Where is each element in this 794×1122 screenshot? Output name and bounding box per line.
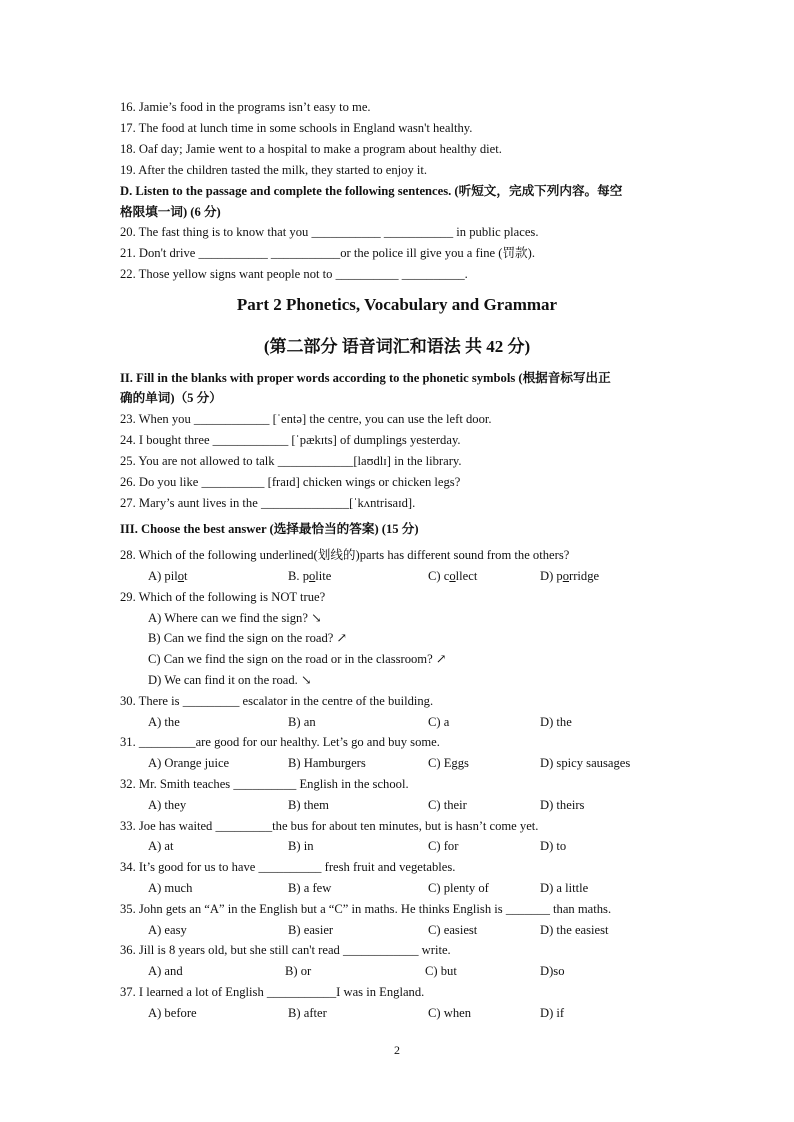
- q37-option-c: C) when: [428, 1006, 472, 1020]
- q35-option-c: C) easiest: [428, 923, 478, 937]
- question-17: 17. The food at lunch time in some schools in England wasn't healthy.: [120, 121, 473, 135]
- question-30: 30. There is _________ escalator in the centre of the building.: [120, 694, 434, 708]
- q29-option-b: B) Can we find the sign on the road? ↗: [148, 631, 348, 645]
- q34-option-a: A) much: [148, 881, 193, 895]
- q37-option-d: D) if: [540, 1006, 565, 1020]
- q28-option-a: A) pilot: [148, 569, 188, 583]
- question-24: 24. I bought three ____________ [ˈpækɪts] of dumplings yesterday.: [120, 433, 461, 447]
- question-16: 16. Jamie’s food in the programs isn’t easy to me.: [120, 100, 371, 114]
- section-d-heading: D. Listen to the passage and complete the following sentences. (听短文，完成下列内容。每空: [120, 184, 623, 198]
- q32-option-d: D) theirs: [540, 798, 585, 812]
- q36-option-d: D)so: [540, 964, 565, 978]
- question-23: 23. When you ____________ [ˈentə] the centre, you can use the left door.: [120, 412, 492, 426]
- q34-option-b: B) a few: [288, 881, 332, 895]
- q34-option-c: C) plenty of: [428, 881, 489, 895]
- q34-option-d: D) a little: [540, 881, 589, 895]
- q29-option-d: D) We can find it on the road. ↘: [148, 673, 312, 687]
- q32-option-b: B) them: [288, 798, 329, 812]
- question-18: 18. Oaf day; Jamie went to a hospital to make a program about healthy diet.: [120, 142, 502, 156]
- question-31: 31. _________are good for our healthy. Let’s go and buy some.: [120, 735, 440, 749]
- section-ii-heading-cont: 确的单词)（5 分）: [120, 391, 222, 405]
- question-25: 25. You are not allowed to talk ____________[laʊdlɪ] in the library.: [120, 454, 462, 468]
- q31-option-d: D) spicy sausages: [540, 756, 631, 770]
- q36-option-a: A) and: [148, 964, 183, 978]
- page-number: 2: [394, 1043, 400, 1057]
- question-19: 19. After the children tasted the milk, they started to enjoy it.: [120, 163, 428, 177]
- q30-option-a: A) the: [148, 715, 180, 729]
- section-d-heading-cont: 格限填一词) (6 分): [120, 205, 221, 219]
- question-21: 21. Don't drive ___________ ___________or the police ill give you a fine (罚款).: [120, 246, 535, 260]
- q31-option-a: A) Orange juice: [148, 756, 230, 770]
- question-34: 34. It’s good for us to have __________ fresh fruit and vegetables.: [120, 860, 456, 874]
- question-22: 22. Those yellow signs want people not to __________ __________.: [120, 267, 468, 281]
- q35-option-a: A) easy: [148, 923, 187, 937]
- q33-option-d: D) to: [540, 839, 567, 853]
- question-29: 29. Which of the following is NOT true?: [120, 590, 326, 604]
- q32-option-a: A) they: [148, 798, 187, 812]
- q30-option-d: D) the: [540, 715, 572, 729]
- question-32: 32. Mr. Smith teaches __________ English in the school.: [120, 777, 409, 791]
- section-iii-heading: III. Choose the best answer (选择最恰当的答案) (15 分): [120, 522, 419, 536]
- q31-option-b: B) Hamburgers: [288, 756, 366, 770]
- q33-option-c: C) for: [428, 839, 459, 853]
- question-33: 33. Joe has waited _________the bus for about ten minutes, but is hasn’t come yet.: [120, 819, 539, 833]
- question-27: 27. Mary’s aunt lives in the ______________[ˈkʌntrisaɪd].: [120, 496, 416, 510]
- q36-option-c: C) but: [425, 964, 457, 978]
- q33-option-a: A) at: [148, 839, 174, 853]
- question-28: 28. Which of the following underlined(划线的)parts has different sound from the others?: [120, 548, 570, 562]
- q35-option-d: D) the easiest: [540, 923, 609, 937]
- q32-option-c: C) their: [428, 798, 467, 812]
- q37-option-a: A) before: [148, 1006, 197, 1020]
- question-20: 20. The fast thing is to know that you ___________ ___________ in public places.: [120, 225, 539, 239]
- q29-option-a: A) Where can we find the sign? ↘: [148, 611, 322, 625]
- q31-option-c: C) Eggs: [428, 756, 469, 770]
- question-26: 26. Do you like __________ [fraɪd] chicken wings or chicken legs?: [120, 475, 461, 489]
- q28-option-d: D) porridge: [540, 569, 600, 583]
- part-2-subtitle: (第二部分 语音词汇和语法 共 42 分): [263, 337, 531, 356]
- q37-option-b: B) after: [288, 1006, 327, 1020]
- q36-option-b: B) or: [285, 964, 312, 978]
- q30-option-b: B) an: [288, 715, 316, 729]
- q28-option-c: C) collect: [428, 569, 478, 583]
- section-ii-heading: II. Fill in the blanks with proper words according to the phonetic symbols (根据音标写出正: [120, 371, 611, 385]
- q29-option-c: C) Can we find the sign on the road or in the classroom? ↗: [148, 652, 447, 666]
- q35-option-b: B) easier: [288, 923, 334, 937]
- question-36: 36. Jill is 8 years old, but she still can't read ____________ write.: [120, 943, 451, 957]
- q30-option-c: C) a: [428, 715, 450, 729]
- q28-option-b: B. polite: [288, 569, 332, 583]
- question-35: 35. John gets an “A” in the English but a “C” in maths. He thinks English is _______ than maths.: [120, 902, 612, 916]
- part-2-title: Part 2 Phonetics, Vocabulary and Grammar: [236, 295, 558, 314]
- q33-option-b: B) in: [288, 839, 314, 853]
- question-37: 37. I learned a lot of English ___________I was in England.: [120, 985, 425, 999]
